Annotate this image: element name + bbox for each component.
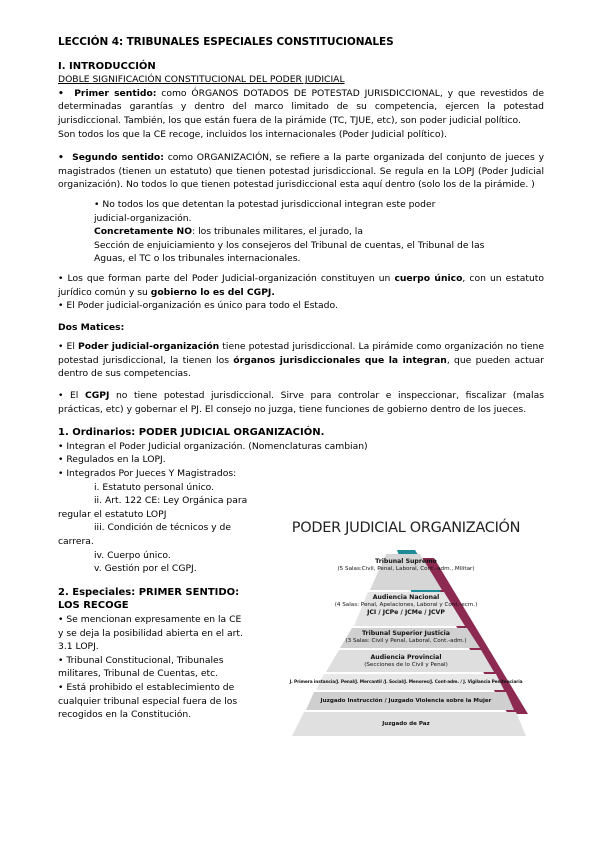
paragraph-unico-estado: • El Poder judicial-organización es único para todo el Estado. — [58, 300, 338, 312]
matices-heading: Dos Matices: — [58, 321, 125, 333]
subheading: DOBLE SIGNIFICACIÓN CONSTITUCIONAL DEL PODER JUDICIAL — [58, 74, 345, 86]
tier-audiencia-provincial: Audiencia Provincial (Secciones de lo Civil y Penal) — [364, 654, 448, 668]
paragraph-primer-extra: Son todos los que la CE recoge, incluidos los internacionales (Poder Judicial político). — [58, 128, 447, 140]
tier-tribunal-supremo: Tribunal Supremo (5 Salas:Civil, Penal, Laboral, Cont.-adm., Militar) — [337, 558, 475, 572]
pyramid-figure — [282, 514, 530, 756]
tier-juzgados-primera: J. Primera instancia/J. Penal/J. Mercantil /J. Social/J. Menores/J. Cont-adm. / J. Vigilancia Penitenciaria — [289, 680, 523, 685]
paragraph-cuerpo-unico: • Los que forman parte del Poder Judicial-organización constituyen un cuerpo único, con un estatuto jurídico común y su gobierno lo es del CGPJ. — [58, 272, 545, 298]
especiales-section: 2. Especiales: PRIMER SENTIDO: LOS RECOGE • Se mencionan expresamente en la CE y se deja la posibilidad abierta en el art. 3.1 LOPJ. • Tribunal Constitucional, Tribunales militares, Tribunal de Cuentas, etc. • Está prohibido el establecimiento de cualquier tribunal especial fuera de los recogidos en la Constitución. — [58, 586, 243, 721]
matiz-2: • El CGPJ no tiene potestad jurisdiccional. Sirve para controlar e inspeccionar, fiscalizar (malas prácticas, etc) y gobernar el PJ. El consejo no juzga, tiene funciones de gobierno dentro de los jueces. — [58, 390, 544, 415]
tier-audiencia-nacional: Audiencia Nacional (4 Salas: Penal, Apelaciones, Laboral y Cont.-ecm.) JCI / JCPe / JCMe / JCVP — [334, 594, 478, 616]
segundo-sentido-list: • No todos los que detentan la potestad jurisdiccional integran este poder judicial-organización. Concretamente NO: los tribunales militares, el jurado, la Sección de enjuiciamiento y los consejeros del Tribunal de cuentas, el Tribunal de las Aguas, el TC o los tribunales internacionales. — [94, 198, 485, 265]
tier-juzgado-paz: Juzgado de Paz — [382, 721, 430, 727]
document-page: LECCIÓN 4: TRIBUNALES ESPECIALES CONSTITUCIONALES I. INTRODUCCIÓN DOBLE SIGNIFICACIÓN CONSTITUCIONAL DEL PODER JUDICIAL • Primer sentido: como ÓRGANOS DOTADOS DE POTESTAD JURISDICCIONAL, y que revestidos de determinadas garantías y dentro del marco limitado de su competencia, ejercen la potestad jurisdiccional. También, los que están fuera de la pirámide (TC, TJUE, etc), son poder judicial político. Son todos los que la CE recoge, incluidos los internacionales (Poder Judicial político). • Segundo sentido: como ORGANIZACIÓN, se refiere a la parte organizada del conjunto de jueces y magistrados (tienen un estatuto) que tienen potestad jurisdiccional. Se regula en la LOPJ (Poder Judicial organización). No todos lo que tienen potestad jurisdiccional esta aquí dentro (solo los de la pirámide. ) • No todos los que detentan la potestad jurisdiccional integran este poder judicial-organización. Concretamente NO: los tribunales militares, el jurado, la Sección de enjuiciamiento y los consejeros del Tribunal de cuentas, el Tribunal de las Aguas, el TC o los tribunales internacionales. • Los que forman parte del Poder Judicial-organización constituyen un cuerpo único, con un estatuto jurídico común y su gobierno lo es del CGPJ. • El Poder judicial-organización es único para todo el Estado. Dos Matices: • El Poder judicial-organización tiene potestad jurisdiccional. La pirámide como organización no tiene potestad jurisdiccional, la tienen los órganos jurisdiccionales que la integran, que pueden actuar dentro de sus competencias. • El CGPJ no tiene potestad jurisdiccional. Sirve para controlar e inspeccionar, fiscalizar (malas prácticas, etc) y gobernar el PJ. El consejo no juzga, tiene funciones de gobierno dentro de los jueces. 1. Ordinarios: PODER JUDICIAL ORGANIZACIÓN. • Integran el Poder Judicial organización. (Nomenclaturas cambian) • Regulados en la LOPJ. • Integrados Por Jueces Y Magistrados: i. Estatuto personal único. ii. Art. 122 CE: Ley Orgánica para regular el estatuto LOPJ iii. Condición de técnicos y de carrera. iv. Cuerpo único. v. Gestión por el CGPJ. 2. Especiales: PRIMER SENTIDO: LOS RECOGE • Se mencionan expresamente en la CE y se deja la posibilidad abierta en el art. 3.1 LOPJ. • Tribunal Constitucional, Tribunales militares, Tribunal de Cuentas, etc. • Está prohibido el establecimiento de cualquier tribunal especial fuera de los recogidos en la Constitución. — [58, 36, 545, 721]
paragraph-primer-sentido: • Primer sentido: como ÓRGANOS DOTADOS DE POTESTAD JURISDICCIONAL, y que revestidos de determinadas garantías y dentro del marco limitado de su competencia, ejercen la potestad jurisdiccional. También, los que están fuera de la pirámide (TC, TJUE, etc), son poder judicial político. — [58, 87, 544, 126]
section-heading-intro: I. INTRODUCCIÓN — [58, 60, 156, 72]
paragraph-segundo-sentido: • Segundo sentido: como ORGANIZACIÓN, se refiere a la parte organizada del conjunto de jueces y magistrados (tienen un estatuto) que tienen potestad jurisdiccional. Se regula en la LOPJ (Poder Judicial organización). No todos lo que tienen potestad jurisdiccional esta aquí dentro (solo los de la pirámide. ) — [58, 152, 545, 191]
ordinarios-heading: 1. Ordinarios: PODER JUDICIAL ORGANIZACIÓN. — [58, 427, 325, 439]
matiz-1: • El Poder judicial-organización tiene potestad jurisdiccional. La pirámide como organización no tiene potestad jurisdiccional, la tienen los órganos jurisdiccionales que la integran, que pueden actuar dentro de sus competencias. — [58, 341, 545, 380]
pyramid-title: PODER JUDICIAL ORGANIZACIÓN — [291, 520, 521, 536]
tier-juzgado-instruccion: Juzgado Instrucción / Juzgado Violencia sobre la Mujer — [320, 698, 492, 704]
ordinarios-roman-list: i. Estatuto personal único. ii. Art. 122 CE: Ley Orgánica para regular el estatuto LOPJ iii. Condición de técnicos y de carrera. iv. Cuerpo único. v. Gestión por el CGPJ. — [58, 481, 248, 575]
lesson-title: LECCIÓN 4: TRIBUNALES ESPECIALES CONSTITUCIONALES — [58, 36, 394, 48]
tier-tsj: Tribunal Superior Justicia (3 Salas: Civil y Penal, Laboral, Cont.-adm.) — [345, 630, 467, 644]
